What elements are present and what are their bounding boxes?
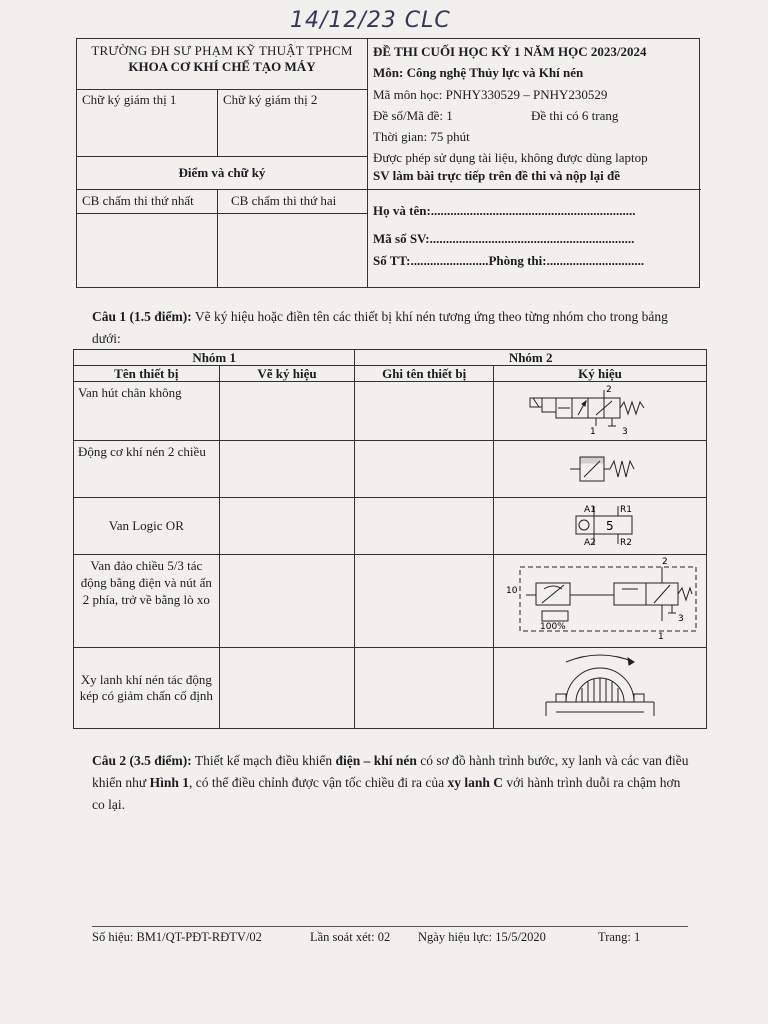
semi-rotary-actuator-symbol	[496, 648, 704, 724]
write-name-cell[interactable]	[355, 555, 494, 648]
school-name: TRƯỜNG ĐH SƯ PHẠM KỸ THUẬT TPHCM	[91, 43, 353, 58]
port-label: 3	[677, 614, 684, 624]
device-name-cell: Van Logic OR	[74, 498, 220, 555]
port-label: 1	[657, 632, 664, 642]
question1-table	[73, 349, 707, 729]
question2-part: có sơ đồ hành trình bước, xy lanh và các van điều khiển như	[92, 753, 689, 790]
faculty-name: KHOA CƠ KHÍ CHẾ TẠO MÁY	[128, 59, 316, 74]
device-name-cell: Xy lanh khí nén tác động kép có giảm chấn cố định	[74, 648, 220, 729]
page-count: Đề thi có 6 trang	[531, 108, 619, 123]
draw-symbol-cell[interactable]	[219, 498, 355, 555]
port-label: 1	[589, 427, 596, 436]
question2-label: Câu 2 (3.5 điểm):	[92, 753, 192, 768]
grader1-label: CB chấm thi thứ nhất	[82, 193, 194, 208]
write-name-cell[interactable]	[355, 498, 494, 555]
effective-date: Ngày hiệu lực: 15/5/2020	[418, 930, 546, 944]
col-draw-symbol: Vẽ ký hiệu	[219, 366, 355, 382]
duration: Thời gian: 75 phút	[373, 129, 470, 144]
question2-text	[92, 750, 692, 816]
time-delay-valve-symbol	[496, 555, 704, 643]
seat-room-field[interactable]: Số TT:........................Phòng thi:..............................	[373, 253, 645, 268]
question2-emphasis: xy lanh C	[447, 775, 503, 790]
table-row	[74, 441, 707, 498]
exam-rule-1: Được phép sử dụng tài liệu, không được dùng laptop	[373, 150, 648, 165]
subject: Môn: Công nghệ Thủy lực và Khí nén	[373, 65, 584, 80]
course-code: Mã môn học: PNHY330529 – PNHY230529	[373, 87, 608, 102]
document-code: Số hiệu: BM1/QT-PĐT-RĐTV/02	[92, 930, 262, 944]
write-name-cell[interactable]	[355, 441, 494, 498]
device-name-cell: Van hút chân không	[74, 382, 220, 441]
exam-rule-2: SV làm bài trực tiếp trên đề thi và nộp lại đề	[373, 168, 620, 183]
question2-emphasis: điện – khí nén	[335, 753, 417, 768]
port-label: 10	[505, 586, 518, 596]
device-name-cell: Van đảo chiều 5/3 tác động bằng điện và nút ấn 2 phía, trở về bằng lò xo	[74, 555, 220, 648]
draw-symbol-cell[interactable]	[219, 555, 355, 648]
handwritten-note: 14/12/23 CLC	[290, 8, 451, 33]
port-label: 2	[605, 385, 612, 395]
group2-header: Nhóm 2	[355, 350, 707, 366]
symbol-cell	[493, 555, 706, 648]
table-row	[74, 648, 707, 729]
port-label: 2	[661, 557, 668, 567]
question1-label: Câu 1 (1.5 điểm):	[92, 309, 192, 324]
write-name-cell[interactable]	[355, 382, 494, 441]
table-row	[74, 498, 707, 555]
port-label: R2	[619, 538, 632, 548]
page-number: Trang: 1	[598, 930, 641, 944]
counter-value: 5	[605, 519, 614, 533]
col-write-name: Ghi tên thiết bị	[355, 366, 494, 382]
port-label: R1	[619, 505, 632, 515]
draw-symbol-cell[interactable]	[219, 382, 355, 441]
score-signature-label: Điểm và chữ ký	[178, 165, 266, 180]
exam-code: Đề số/Mã đề: 1	[373, 108, 453, 123]
table-row	[74, 555, 707, 648]
student-name-field[interactable]: Họ và tên:...............................................................	[373, 203, 636, 218]
invigilator2-signature-label: Chữ ký giám thị 2	[223, 92, 318, 107]
exam-title: ĐỀ THI CUỐI HỌC KỲ 1 NĂM HỌC 2023/2024	[373, 44, 647, 59]
col-device-name: Tên thiết bị	[74, 366, 220, 382]
question2-part: với hành trình duỗi ra chậm hơn co lại.	[92, 775, 681, 812]
question2-part: Thiết kế mạch điều khiển	[191, 753, 336, 768]
symbol-cell	[493, 441, 706, 498]
invigilator1-signature-label: Chữ ký giám thị 1	[82, 92, 177, 107]
device-name-cell: Động cơ khí nén 2 chiều	[74, 441, 220, 498]
counter-symbol	[500, 498, 700, 550]
col-symbol: Ký hiệu	[493, 366, 706, 382]
group1-header: Nhóm 1	[74, 350, 355, 366]
draw-symbol-cell[interactable]	[219, 648, 355, 729]
percent-label: 100%	[539, 622, 566, 632]
exam-header	[76, 38, 700, 288]
port-label: A1	[583, 505, 596, 515]
question1-body: Vẽ ký hiệu hoặc điền tên các thiết bị khí nén tương ứng theo từng nhóm cho trong bảng dưới:	[92, 309, 668, 346]
student-id-field[interactable]: Mã số SV:...............................................................	[373, 231, 635, 246]
write-name-cell[interactable]	[355, 648, 494, 729]
question2-emphasis: Hình 1	[149, 775, 189, 790]
revision: Lần soát xét: 02	[310, 930, 391, 944]
grader2-label: CB chấm thi thứ hai	[231, 193, 337, 208]
solenoid-spring-symbol	[500, 441, 700, 493]
port-label: 3	[621, 427, 628, 436]
symbol-cell	[493, 382, 706, 441]
draw-symbol-cell[interactable]	[219, 441, 355, 498]
table-row	[74, 382, 707, 441]
port-label: A2	[583, 538, 596, 548]
symbol-cell	[493, 648, 706, 729]
question2-part: , có thể điều chỉnh được vận tốc chiều đi ra của	[188, 775, 448, 790]
question1-text	[92, 306, 692, 350]
symbol-cell	[493, 498, 706, 555]
valve-3-2-symbol	[500, 382, 700, 436]
